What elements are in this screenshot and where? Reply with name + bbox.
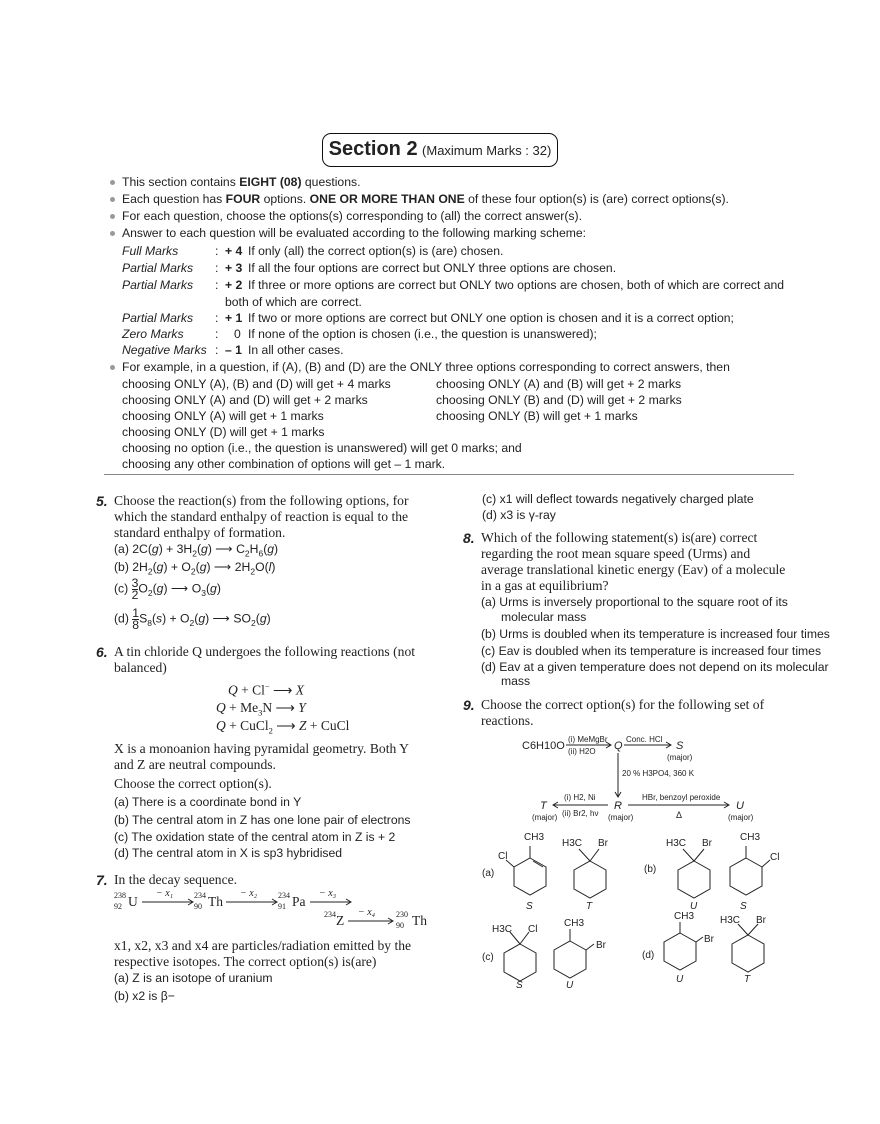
scheme-start: C6H10O xyxy=(522,740,565,752)
question-text: and Z are neutral compounds. xyxy=(114,757,276,772)
svg-text:Th: Th xyxy=(412,913,427,928)
instruction-1: This section contains EIGHT (08) questions. xyxy=(122,175,361,189)
option-a[interactable]: (a) $2C(g) + 3H_2(g)$ ⟶ $C_2H_6(g)$ xyxy=(114,542,279,559)
svg-text:U: U xyxy=(128,894,138,909)
hexagon-ring xyxy=(514,858,546,895)
option-d[interactable]: (d) $\frac{1}{8}$ $S_8(s) + O_2(g)$ ⟶ $SO_2(g)$ xyxy=(114,606,271,632)
question-text: Choose the correct option(s) for the following set of reactions. xyxy=(481,697,765,728)
svg-text:92: 92 xyxy=(114,902,122,911)
svg-text:Cl: Cl xyxy=(770,852,780,863)
svg-text:Br: Br xyxy=(756,915,766,926)
bullet-icon xyxy=(110,180,115,185)
question-text: Choose the reaction(s) from the following options, for which the standard enthalpy of reaction is equal to the standard enthalpy of formation. xyxy=(114,493,409,540)
svg-text:Z: Z xyxy=(336,913,345,928)
svg-text:S: S xyxy=(740,901,747,912)
question-text: Choose the correct option(s). xyxy=(114,776,272,791)
svg-text:(major): (major) xyxy=(728,813,754,822)
option-d[interactable]: (d) x3 is γ-ray xyxy=(482,508,556,522)
svg-text:S: S xyxy=(516,980,523,991)
svg-text:Conc. HCl: Conc. HCl xyxy=(626,735,663,744)
svg-text:S: S xyxy=(526,901,533,912)
svg-text:H3C: H3C xyxy=(666,838,687,849)
hexagon-ring xyxy=(678,861,710,898)
svg-text:CH3: CH3 xyxy=(740,832,761,843)
question-number: 6. xyxy=(96,644,108,660)
option-a[interactable]: (a) There is a coordinate bond in Y xyxy=(114,795,302,809)
svg-text:− x₄: − x₄ xyxy=(358,907,376,918)
svg-text:(i) H2, Ni: (i) H2, Ni xyxy=(564,793,596,802)
svg-text:Δ: Δ xyxy=(676,810,683,820)
svg-text:(major): (major) xyxy=(667,753,693,762)
hexagon-ring xyxy=(554,941,586,978)
svg-text:H3C: H3C xyxy=(562,838,583,849)
option-d[interactable]: (d) The central atom in X is sp3 hybridised xyxy=(114,846,343,860)
svg-text:Br: Br xyxy=(702,838,712,849)
question-text: X is a monoanion having pyramidal geometry. Both Y xyxy=(114,741,409,756)
svg-text:T: T xyxy=(540,800,547,812)
question-text: A tin chloride Q undergoes the following reactions (not balanced) xyxy=(114,644,416,675)
svg-text:Cl: Cl xyxy=(498,851,508,862)
instruction-5: For example, in a question, if (A), (B) and (D) are the ONLY three options corresponding to correct answers, then xyxy=(122,360,730,374)
reaction-equation: Q + CuCl$_2$ ⟶ Z + CuCl xyxy=(216,718,350,736)
svg-text:Th: Th xyxy=(208,894,223,909)
section-title: Section 2 xyxy=(328,138,418,160)
bullet-icon xyxy=(110,365,115,370)
question-text: Which of the following statement(s) is(are) correct regarding the root mean square speed (Urms) and average translational kinetic energy (Eav) of a molecule in a gas at equilibrium? xyxy=(481,530,786,593)
option-c[interactable]: (c) The oxidation state of the central atom in Z is + 2 xyxy=(114,830,396,844)
svg-text:20 % H3PO4, 360 K: 20 % H3PO4, 360 K xyxy=(622,769,695,778)
reaction-equation: Q + Cl− ⟶ X xyxy=(228,681,305,698)
section-marks: (Maximum Marks : 32) xyxy=(422,143,552,158)
example-line: choosing ONLY (B) will get + 1 marks xyxy=(436,409,638,423)
svg-text:U: U xyxy=(690,901,698,912)
svg-text:234: 234 xyxy=(194,891,206,900)
svg-text:U: U xyxy=(566,980,574,991)
svg-text:90: 90 xyxy=(194,902,202,911)
instruction-4: Answer to each question will be evaluated according to the following marking scheme: xyxy=(122,226,587,240)
svg-text:(ii) H2O: (ii) H2O xyxy=(568,747,596,756)
decay-sequence-diagram xyxy=(112,882,442,932)
divider xyxy=(104,474,794,475)
svg-text:− x₁: − x₁ xyxy=(156,888,174,899)
svg-text:Pa: Pa xyxy=(292,894,306,909)
svg-text:H3C: H3C xyxy=(720,915,741,926)
option-b[interactable]: (b) x2 is β− xyxy=(114,989,175,1003)
svg-text:− x₂: − x₂ xyxy=(240,888,258,899)
svg-text:(ii) Br2, hν: (ii) Br2, hν xyxy=(562,809,599,818)
svg-text:CH3: CH3 xyxy=(564,918,585,929)
svg-text:H3C: H3C xyxy=(492,924,513,935)
example-line: choosing ONLY (A) and (D) will get + 2 marks xyxy=(122,393,368,407)
svg-text:91: 91 xyxy=(278,902,286,911)
option-b[interactable]: (b) $2H_2(g) + O_2(g)$ ⟶ $2H_2O(l)$ xyxy=(114,560,276,577)
svg-text:Br: Br xyxy=(598,838,608,849)
hexagon-ring xyxy=(732,935,764,972)
svg-text:− x₃: − x₃ xyxy=(319,888,337,899)
example-line: choosing ONLY (A), (B) and (D) will get + 4 marks xyxy=(122,377,391,391)
svg-text:(i) MeMgBr: (i) MeMgBr xyxy=(568,735,608,744)
svg-text:CH3: CH3 xyxy=(674,911,695,922)
option-a[interactable]: (a) Urms is inversely proportional to the square root of its xyxy=(481,595,788,609)
instruction-3: For each question, choose the options(s) corresponding to (all) the correct answer(s). xyxy=(122,209,582,223)
option-d[interactable]: (d) Eav at a given temperature does not depend on its molecular xyxy=(481,660,829,674)
example-line: choosing ONLY (B) and (D) will get + 2 marks xyxy=(436,393,682,407)
svg-text:T: T xyxy=(744,974,751,985)
option-structures xyxy=(478,826,798,998)
svg-text:(major): (major) xyxy=(532,813,558,822)
option-c[interactable]: (c) x1 will deflect towards negatively charged plate xyxy=(482,492,754,506)
example-line: choosing ONLY (D) will get + 1 marks xyxy=(122,425,325,439)
example-line: choosing any other combination of options will get – 1 mark. xyxy=(122,457,446,471)
reaction-equation: $Q + Me_3N$ ⟶ Y xyxy=(216,700,306,718)
svg-text:U: U xyxy=(736,800,744,812)
instruction-2: Each question has FOUR options. ONE OR MORE THAN ONE of these four option(s) is (are) correct options(s). xyxy=(122,192,729,206)
option-c[interactable]: (c) $\frac{3}{2}$ $O_2(g)$ ⟶ $O_3(g)$ xyxy=(114,576,221,602)
svg-text:238: 238 xyxy=(114,891,126,900)
svg-text:R: R xyxy=(614,800,622,812)
hexagon-ring xyxy=(664,933,696,970)
example-line: choosing ONLY (A) and (B) will get + 2 marks xyxy=(436,377,682,391)
example-line: choosing ONLY (A) will get + 1 marks xyxy=(122,409,324,423)
svg-text:Q: Q xyxy=(614,740,623,752)
hexagon-ring xyxy=(730,858,762,895)
hexagon-ring xyxy=(504,944,536,981)
svg-text:T: T xyxy=(586,901,593,912)
svg-text:90: 90 xyxy=(396,921,404,930)
option-a[interactable]: (a) Z is an isotope of uranium xyxy=(114,971,273,985)
option-d-cont: mass xyxy=(501,674,531,688)
question-number: 9. xyxy=(463,697,475,713)
reaction-scheme xyxy=(480,730,800,830)
question-text: In the decay sequence. xyxy=(114,872,238,887)
svg-text:234: 234 xyxy=(278,891,290,900)
question-number: 8. xyxy=(463,530,475,546)
svg-text:230: 230 xyxy=(396,910,408,919)
svg-text:U: U xyxy=(676,974,684,985)
option-d-label: (d) xyxy=(642,950,655,961)
hexagon-ring xyxy=(574,861,606,898)
bullet-icon xyxy=(110,197,115,202)
option-b[interactable]: (b) Urms is doubled when its temperature is increased four times xyxy=(481,627,830,641)
option-c-label: (c) xyxy=(482,952,494,963)
question-number: 7. xyxy=(96,872,108,888)
svg-text:CH3: CH3 xyxy=(524,832,545,843)
option-a-cont: molecular mass xyxy=(501,610,587,624)
example-line: choosing no option (i.e., the question is unanswered) will get 0 marks; and xyxy=(122,441,522,455)
svg-text:S: S xyxy=(676,740,684,752)
bullet-icon xyxy=(110,214,115,219)
bullet-icon xyxy=(110,231,115,236)
question-text: x1, x2, x3 and x4 are particles/radiation emitted by the xyxy=(114,938,412,953)
section-heading xyxy=(322,133,558,167)
option-c[interactable]: (c) Eav is doubled when its temperature is increased four times xyxy=(481,644,822,658)
question-text: respective isotopes. The correct option(s) is(are) xyxy=(114,954,377,969)
option-a-label: (a) xyxy=(482,868,495,879)
option-b[interactable]: (b) The central atom in Z has one lone pair of electrons xyxy=(114,813,411,827)
question-number: 5. xyxy=(96,493,108,509)
svg-text:234: 234 xyxy=(324,910,336,919)
svg-text:Br: Br xyxy=(704,934,714,945)
svg-text:HBr, benzoyl peroxide: HBr, benzoyl peroxide xyxy=(642,793,721,802)
svg-text:(major): (major) xyxy=(608,813,634,822)
option-b-label: (b) xyxy=(644,864,657,875)
svg-text:Cl: Cl xyxy=(528,924,538,935)
svg-text:Br: Br xyxy=(596,940,606,951)
